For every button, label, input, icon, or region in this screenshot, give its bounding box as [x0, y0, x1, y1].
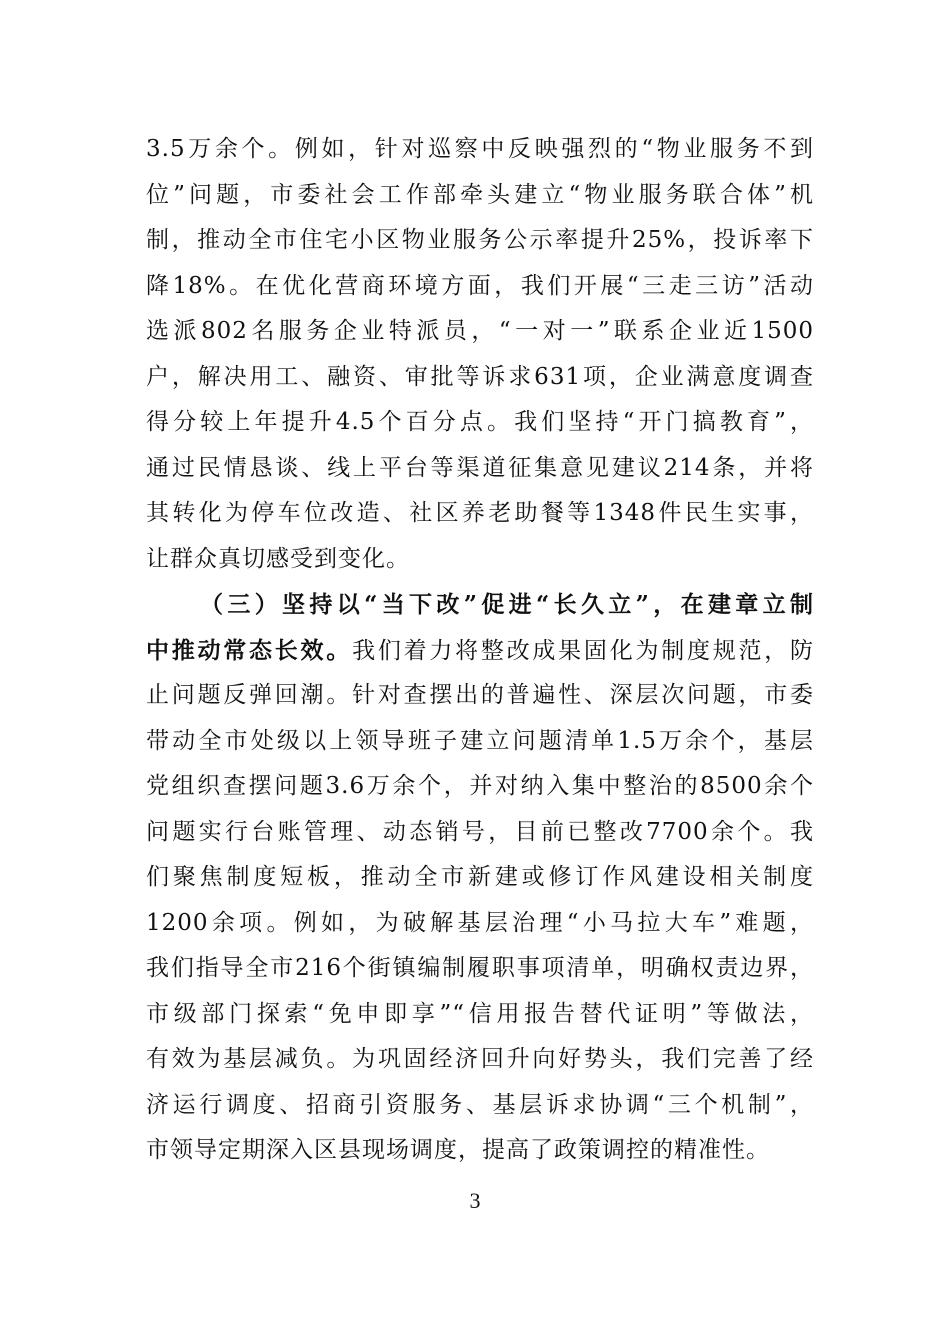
text-line: 位”问题，市委社会工作部牵头建立“物业服务联合体”机: [146, 181, 814, 208]
text-line: [146, 628, 814, 674]
text-line: 降18%。在优化营商环境方面，我们开展“三走三访”活动: [146, 272, 814, 299]
text-line: 党组织查摆问题3.6万余个，并对纳入集中整治的8500余个: [146, 773, 814, 799]
paragraph-1: [146, 127, 814, 582]
text-line: 1200余项。例如，为破解基层治理“小马拉大车”难题，: [146, 909, 814, 936]
text-line: 3.5万余个。例如，针对巡察中反映强烈的“物业服务不到: [146, 136, 814, 162]
text-line: 带动全市处级以上领导班子建立问题清单1.5万余个，基层: [146, 727, 814, 754]
text-line: 户，解决用工、融资、审批等诉求631项，企业满意度调查: [146, 363, 814, 390]
text-line: 制，推动全市住宅小区物业服务公示率提升25%，投诉率下: [146, 227, 814, 253]
text-line: 市级部门探索“免申即享”“信用报告替代证明”等做法，: [146, 1000, 814, 1027]
body-text: [146, 127, 814, 1174]
text-line: 济运行调度、招商引资服务、基层诉求协调“三个机制”，: [146, 1091, 814, 1118]
text-line: 们聚焦制度短板，推动全市新建或修订作风建设相关制度: [146, 864, 814, 890]
text-line: 其转化为停车位改造、社区养老助餐等1348件民生实事，: [146, 500, 814, 526]
text-line: 市领导定期深入区县现场调度，提高了政策调控的精准性。: [146, 1137, 770, 1163]
text-line: 让群众真切感受到变化。: [146, 545, 410, 572]
text-line: 选派802名服务企业特派员，“一对一”联系企业近1500: [146, 318, 814, 344]
text-line: 止问题反弹回潮。针对查摆出的普遍性、深层次问题，市委: [146, 682, 814, 708]
paragraph-2: [146, 582, 814, 1174]
page-number: 3: [469, 1188, 481, 1213]
text-line-rest: 我们着力将整改成果固化为制度规范，防: [352, 637, 815, 664]
text-line: 通过民情恳谈、线上平台等渠道征集意见建议214条，并将: [146, 454, 814, 481]
section-heading-end: 中推动常态长效。: [146, 636, 353, 664]
text-line: 我们指导全市216个街镇编制履职事项清单，明确权责边界，: [146, 955, 814, 981]
text-line: 有效为基层减负。为巩固经济回升向好势头，我们完善了经: [146, 1046, 814, 1072]
text-line: 得分较上年提升4.5个百分点。我们坚持“开门搞教育”，: [146, 409, 814, 435]
section-heading: （三）坚持以“当下改”促进“长久立”，在建章立制: [200, 591, 814, 618]
text-line: 问题实行台账管理、动态销号，目前已整改7700余个。我: [146, 818, 814, 845]
